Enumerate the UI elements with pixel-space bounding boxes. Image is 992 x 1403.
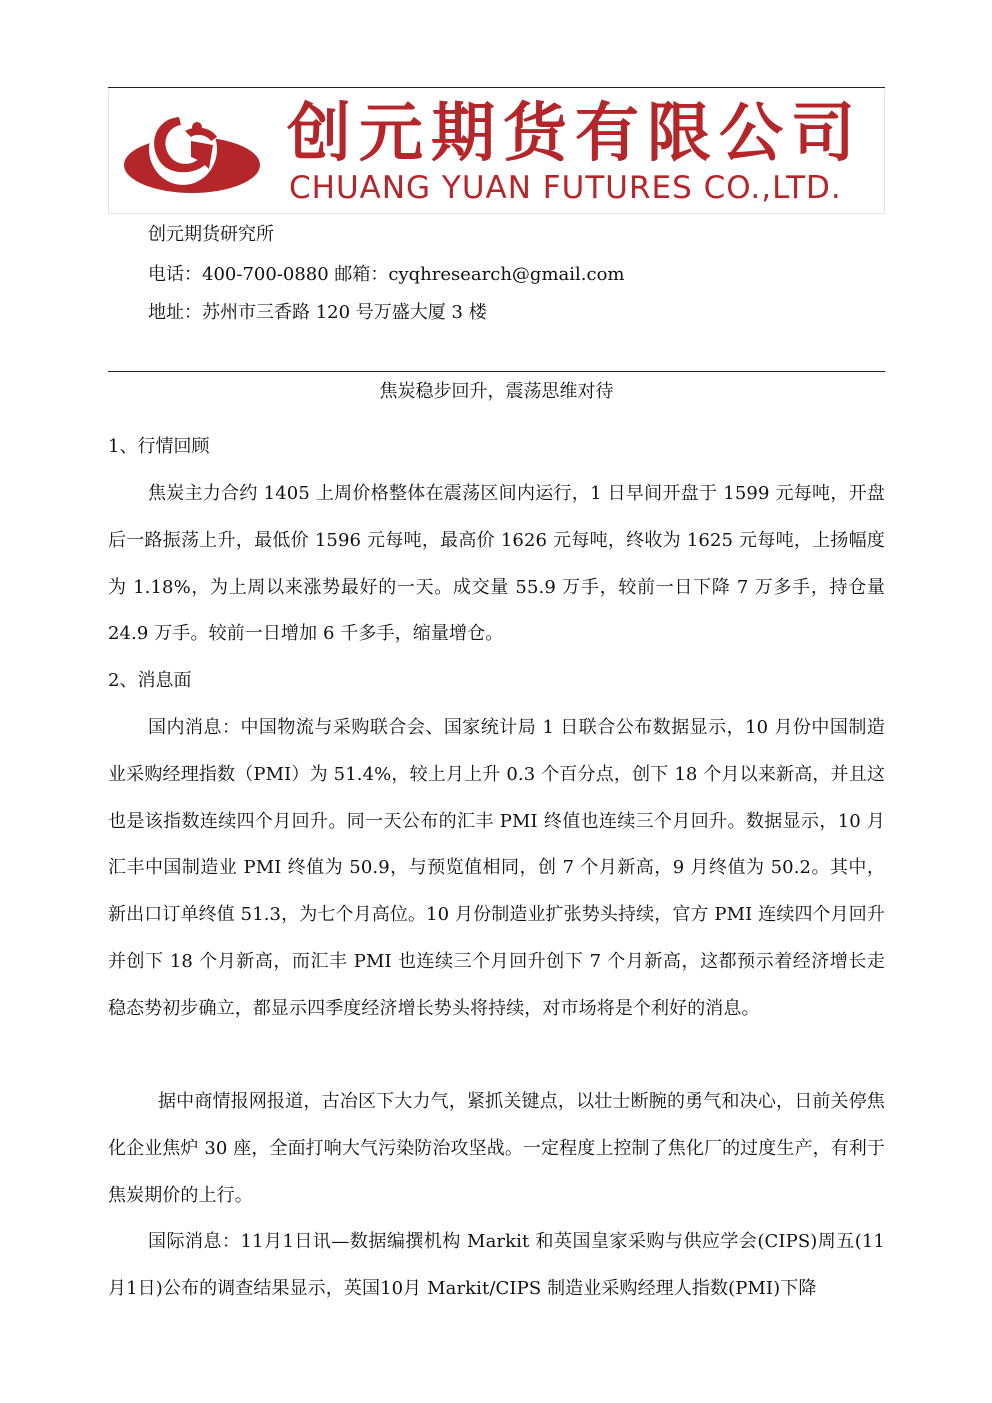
article-title: 焦炭稳步回升，震荡思维对待 <box>379 381 614 402</box>
address-line: 地址：苏州市三香路 120 号万盛大厦 3 楼 <box>148 302 487 323</box>
paragraph-market-review: 焦炭主力合约 1405 上周价格整体在震荡区间内运行，1 日早间开盘于 1599 元每吨，开盘后一路振荡上升，最低价 1596 元每吨，最高价 1626 元每吨，终收为 1625 元每吨，上扬幅度为 1.18%，为上周以来涨势最好的一天。成交量 55.9 万手，较前一日下降 7 万多手，持仓量 24.9 万手。较前一日增加 6 千多手，缩量增仓。 <box>108 483 885 645</box>
phone-email-line: 电话：400-700-0880 邮箱：cyqhresearch@gmail.com <box>148 264 625 285</box>
paragraph-international-news: 国际消息：11月1日讯—数据编撰机构 Markit 和英国皇家采购与供应学会(CIPS)周五(11月1日)公布的调查结果显示，英国10月 Markit/CIPS 制造业采购经理人指数(PMI)下降 <box>108 1231 885 1299</box>
company-name-cn: 创元期货有限公司 <box>287 97 863 171</box>
institute-name: 创元期货研究所 <box>148 224 274 245</box>
company-banner <box>108 89 885 214</box>
company-logo-icon <box>121 105 263 197</box>
paragraph-domestic-news: 国内消息：中国物流与采购联合会、国家统计局 1 日联合公布数据显示，10 月份中国制造业采购经理指数（PMI）为 51.4%，较上月上升 0.3 个百分点，创下 18 个月以来新高，并且这也是该指数连续四个月回升。同一天公布的汇丰 PMI 终值也连续三个月回升。数据显示，10 月汇丰中国制造业 PMI 终值为 50.9，与预览值相同，创 7 个月新高，9 月终值为 50.2。其中，新出口订单终值 51.3，为七个月高位。10 月份制造业扩张势头持续，官方 PMI 连续四个月回升并创下 18 个月新高，而汇丰 PMI 也连续三个月回升创下 7 个月新高，这都预示着经济增长走稳态势初步确立，都显示四季度经济增长势头将持续，对市场将是个利好的消息。 <box>108 717 885 1019</box>
company-name-en: CHUANG YUAN FUTURES CO.,LTD. <box>289 170 842 206</box>
header-divider <box>108 371 885 372</box>
header-top-rule <box>108 87 885 88</box>
paragraph-coking-news: 据中商情报网报道，古冶区下大力气，紧抓关键点，以壮士断腕的勇气和决心，日前关停焦化企业焦炉 30 座，全面打响大气污染防治攻坚战。一定程度上控制了焦化厂的过度生产，有利于焦炭期价的上行。 <box>108 1091 885 1206</box>
section-heading-market-review: 1、行情回顾 <box>108 436 210 457</box>
section-heading-news: 2、消息面 <box>108 670 192 691</box>
